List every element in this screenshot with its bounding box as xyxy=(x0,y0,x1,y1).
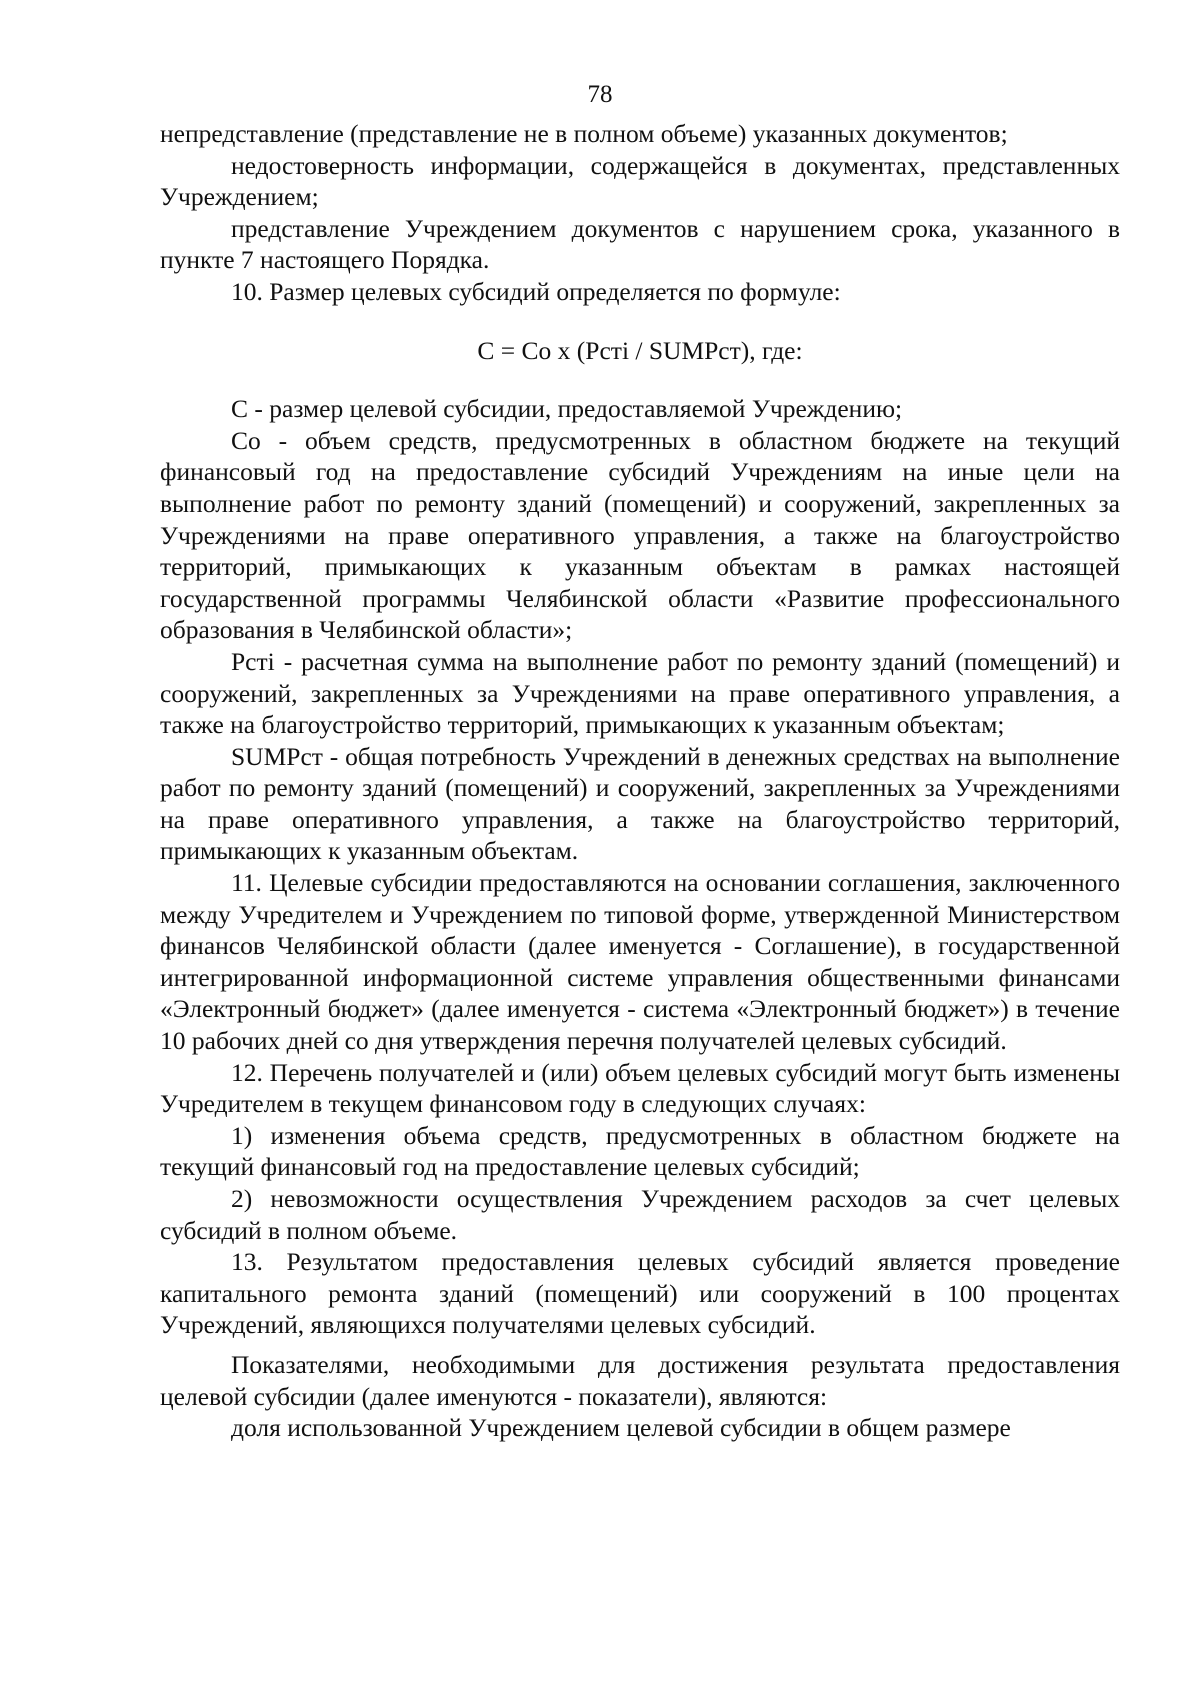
paragraph-item-12-case-2: 2) невозможности осуществления Учреждением расходов за счет целевых субсидий в полном объеме. xyxy=(160,1184,1120,1245)
paragraph-item-13: 13. Результатом предоставления целевых субсидий является проведение капитального ремонта зданий (помещений) или сооружений в 100 процентах Учреждений, являющихся получателями целевых субсидий. xyxy=(160,1247,1120,1340)
paragraph-late-submission: представление Учреждением документов с нарушением срока, указанного в пункте 7 настоящего Порядка. xyxy=(160,213,1120,275)
paragraph-item-10: 10. Размер целевых субсидий определяется по формуле: xyxy=(231,276,841,306)
formula-def-rsti: Рстi - расчетная сумма на выполнение работ по ремонту зданий (помещений) и сооружений, закрепленных за Учреждениями на праве оперативного управления, а также на благоустройство территорий, примыкающих к указанным объектам; xyxy=(160,646,1120,740)
paragraph-item-11: 11. Целевые субсидии предоставляются на основании соглашения, заключенного между Учредителем и Учреждением по типовой форме, утвержденной Министерством финансов Челябинской области (далее именуется - Соглашение), в государственной интегрированной информационной системе управления общественными финансами «Электронный бюджет» (далее именуется - система «Электронный бюджет») в течение 10 рабочих дней со дня утверждения перечня получателей целевых субсидий. xyxy=(160,868,1120,1056)
paragraph-item-12-case-1: 1) изменения объема средств, предусмотренных в областном бюджете на текущий финансовый год на предоставление целевых субсидий; xyxy=(160,1120,1120,1182)
paragraph-indicators: Показателями, необходимыми для достижения результата предоставления целевой субсидии (далее именуются - показатели), являются: xyxy=(160,1349,1120,1411)
paragraph-unreliable-info: недостоверность информации, содержащейся в документах, представленных Учреждением; xyxy=(160,150,1120,212)
paragraph-item-12: 12. Перечень получателей и (или) объем целевых субсидий могут быть изменены Учредителем в текущем финансовом году в следующих случаях: xyxy=(160,1057,1120,1119)
page-number: 78 xyxy=(587,81,613,108)
paragraph-nonsubmission: непредставление (представление не в полном объеме) указанных документов; xyxy=(160,119,1008,148)
formula-def-co: Со - объем средств, предусмотренных в областном бюджете на текущий финансовый год на предоставление субсидий Учреждениям на иные цели на выполнение работ по ремонту зданий (помещений) и сооружений, закрепленных за Учреждениями на праве оперативного управления, а также на благоустройство территорий, примыкающих к указанным объектам в рамках настоящей государственной программы Челябинской области «Развитие профессионального образования в Челябинской области»; xyxy=(160,425,1120,645)
paragraph-indicator-share: доля использованной Учреждением целевой субсидии в общем размере xyxy=(231,1413,1011,1443)
formula-def-sumpst: SUMPст - общая потребность Учреждений в денежных средствах на выполнение работ по ремонту зданий (помещений) и сооружений, закрепленных за Учреждениями на праве оперативного управления, а также на благоустройство территорий, примыкающих к указанным объектам. xyxy=(160,741,1120,866)
subsidy-formula: С = Со х (Рстi / SUMPст), где: xyxy=(477,335,803,365)
formula-def-c: С - размер целевой субсидии, предоставляемой Учреждению; xyxy=(231,394,903,424)
document-body xyxy=(160,118,1120,1444)
